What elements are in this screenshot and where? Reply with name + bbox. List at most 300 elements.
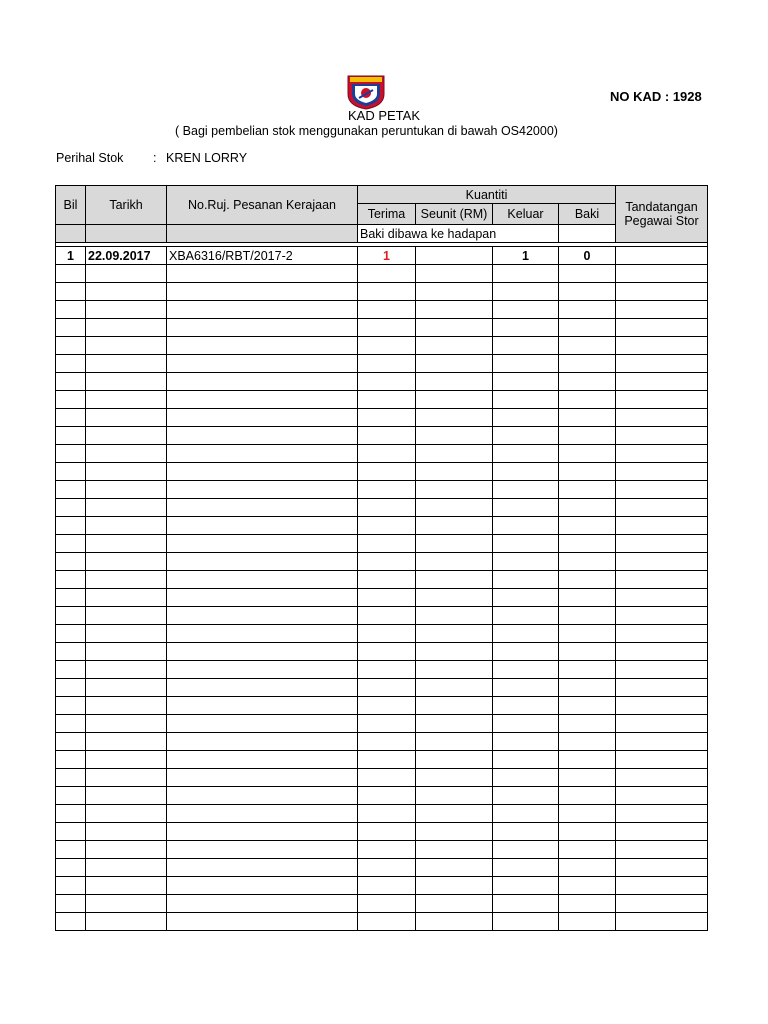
empty-cell	[493, 589, 559, 607]
empty-cell	[616, 841, 708, 859]
empty-cell	[416, 283, 493, 301]
empty-cell	[493, 841, 559, 859]
empty-cell	[616, 823, 708, 841]
empty-cell	[86, 517, 167, 535]
empty-cell	[416, 481, 493, 499]
empty-cell	[493, 427, 559, 445]
empty-cell	[167, 751, 358, 769]
empty-cell	[86, 661, 167, 679]
empty-cell	[358, 625, 416, 643]
empty-cell	[416, 463, 493, 481]
empty-cell	[493, 661, 559, 679]
empty-cell	[416, 751, 493, 769]
empty-cell	[493, 373, 559, 391]
empty-cell	[358, 301, 416, 319]
empty-table-row	[56, 715, 708, 733]
empty-cell	[416, 355, 493, 373]
empty-cell	[86, 733, 167, 751]
empty-cell	[86, 625, 167, 643]
empty-cell	[616, 409, 708, 427]
empty-cell	[358, 265, 416, 283]
empty-cell	[358, 643, 416, 661]
empty-table-row	[56, 319, 708, 337]
empty-table-row	[56, 517, 708, 535]
empty-cell	[493, 769, 559, 787]
empty-cell	[616, 625, 708, 643]
empty-cell	[167, 571, 358, 589]
empty-cell	[86, 427, 167, 445]
empty-cell	[167, 733, 358, 751]
empty-cell	[616, 769, 708, 787]
empty-cell	[559, 265, 616, 283]
empty-cell	[167, 823, 358, 841]
empty-cell	[86, 445, 167, 463]
empty-cell	[416, 877, 493, 895]
empty-cell	[616, 895, 708, 913]
empty-cell	[56, 805, 86, 823]
empty-cell	[616, 481, 708, 499]
empty-cell	[493, 697, 559, 715]
empty-cell	[358, 283, 416, 301]
empty-cell	[559, 337, 616, 355]
empty-table-row	[56, 877, 708, 895]
empty-cell	[86, 553, 167, 571]
col-header-terima: Terima	[358, 204, 416, 225]
empty-cell	[616, 643, 708, 661]
empty-cell	[416, 319, 493, 337]
empty-cell	[56, 625, 86, 643]
empty-cell	[167, 283, 358, 301]
empty-cell	[559, 643, 616, 661]
empty-cell	[559, 427, 616, 445]
empty-cell	[167, 409, 358, 427]
empty-cell	[86, 751, 167, 769]
empty-cell	[86, 373, 167, 391]
empty-cell	[358, 661, 416, 679]
empty-cell	[86, 805, 167, 823]
col-header-keluar: Keluar	[493, 204, 559, 225]
empty-cell	[616, 661, 708, 679]
col-header-kuantiti: Kuantiti	[358, 186, 616, 204]
empty-cell	[616, 715, 708, 733]
empty-cell	[167, 805, 358, 823]
empty-cell	[616, 499, 708, 517]
empty-cell	[493, 319, 559, 337]
empty-cell	[56, 337, 86, 355]
empty-cell	[416, 265, 493, 283]
empty-table-row	[56, 499, 708, 517]
empty-cell	[167, 787, 358, 805]
empty-cell	[559, 877, 616, 895]
empty-cell	[86, 535, 167, 553]
col-header-tarikh: Tarikh	[86, 186, 167, 225]
empty-cell	[56, 679, 86, 697]
crest-logo-icon	[346, 72, 386, 110]
empty-cell	[167, 355, 358, 373]
empty-cell	[493, 913, 559, 931]
empty-cell	[358, 391, 416, 409]
empty-table-row	[56, 373, 708, 391]
empty-table-row	[56, 751, 708, 769]
empty-cell	[56, 787, 86, 805]
empty-cell	[358, 463, 416, 481]
empty-cell	[559, 499, 616, 517]
col-header-noruj: No.Ruj. Pesanan Kerajaan	[167, 186, 358, 225]
empty-cell	[416, 823, 493, 841]
empty-cell	[56, 661, 86, 679]
empty-cell	[416, 697, 493, 715]
page-subtitle: ( Bagi pembelian stok menggunakan peruntukan di bawah OS42000)	[175, 124, 558, 138]
empty-table-row	[56, 535, 708, 553]
empty-cell	[616, 805, 708, 823]
carry-forward-label: Baki dibawa ke hadapan	[358, 225, 559, 243]
empty-cell	[416, 625, 493, 643]
empty-cell	[416, 769, 493, 787]
empty-cell	[358, 337, 416, 355]
empty-cell	[616, 607, 708, 625]
empty-cell	[559, 715, 616, 733]
empty-table-row	[56, 823, 708, 841]
empty-cell	[167, 841, 358, 859]
empty-table-row	[56, 841, 708, 859]
empty-cell	[559, 445, 616, 463]
empty-table-row	[56, 607, 708, 625]
empty-cell	[416, 607, 493, 625]
carry-blank-noruj	[167, 225, 358, 243]
empty-cell	[167, 373, 358, 391]
empty-cell	[493, 283, 559, 301]
empty-cell	[616, 733, 708, 751]
empty-cell	[86, 877, 167, 895]
empty-cell	[86, 319, 167, 337]
cell-keluar: 1	[493, 247, 559, 265]
col-header-baki: Baki	[559, 204, 616, 225]
empty-cell	[616, 265, 708, 283]
empty-cell	[493, 805, 559, 823]
empty-cell	[416, 517, 493, 535]
empty-table-row	[56, 427, 708, 445]
empty-table-row	[56, 301, 708, 319]
empty-cell	[559, 751, 616, 769]
page-title: KAD PETAK	[347, 108, 420, 123]
empty-cell	[559, 463, 616, 481]
empty-cell	[358, 877, 416, 895]
empty-cell	[167, 517, 358, 535]
empty-table-row	[56, 859, 708, 877]
empty-cell	[167, 661, 358, 679]
empty-cell	[559, 913, 616, 931]
empty-cell	[493, 625, 559, 643]
empty-cell	[167, 463, 358, 481]
empty-cell	[416, 859, 493, 877]
empty-cell	[167, 769, 358, 787]
empty-cell	[616, 517, 708, 535]
empty-cell	[559, 517, 616, 535]
empty-cell	[167, 715, 358, 733]
empty-cell	[358, 769, 416, 787]
cell-terima: 1	[358, 247, 416, 265]
empty-cell	[167, 301, 358, 319]
card-number: NO KAD : 1928	[610, 89, 702, 104]
empty-cell	[56, 319, 86, 337]
empty-cell	[493, 895, 559, 913]
empty-cell	[416, 715, 493, 733]
empty-cell	[416, 337, 493, 355]
col-header-bil: Bil	[56, 186, 86, 225]
empty-table-row	[56, 733, 708, 751]
empty-cell	[56, 841, 86, 859]
empty-table-row	[56, 625, 708, 643]
empty-cell	[616, 319, 708, 337]
empty-cell	[416, 499, 493, 517]
empty-cell	[358, 805, 416, 823]
empty-cell	[616, 913, 708, 931]
cell-bil: 1	[56, 247, 86, 265]
empty-cell	[493, 301, 559, 319]
empty-cell	[167, 913, 358, 931]
empty-cell	[559, 859, 616, 877]
empty-table-row	[56, 895, 708, 913]
empty-table-row	[56, 643, 708, 661]
empty-cell	[86, 409, 167, 427]
empty-cell	[167, 427, 358, 445]
empty-cell	[559, 733, 616, 751]
empty-cell	[56, 499, 86, 517]
empty-cell	[416, 679, 493, 697]
empty-cell	[559, 787, 616, 805]
empty-cell	[416, 409, 493, 427]
empty-cell	[559, 625, 616, 643]
empty-cell	[56, 895, 86, 913]
empty-cell	[167, 445, 358, 463]
empty-cell	[559, 841, 616, 859]
empty-cell	[167, 481, 358, 499]
empty-cell	[56, 913, 86, 931]
empty-cell	[167, 625, 358, 643]
empty-cell	[86, 265, 167, 283]
empty-cell	[493, 535, 559, 553]
empty-cell	[167, 319, 358, 337]
empty-cell	[416, 787, 493, 805]
empty-cell	[559, 553, 616, 571]
empty-cell	[493, 517, 559, 535]
empty-cell	[358, 373, 416, 391]
empty-cell	[616, 787, 708, 805]
perihal-value: KREN LORRY	[166, 151, 248, 165]
empty-cell	[493, 481, 559, 499]
empty-cell	[493, 751, 559, 769]
empty-cell	[493, 715, 559, 733]
empty-table-row	[56, 589, 708, 607]
empty-cell	[416, 535, 493, 553]
empty-cell	[56, 409, 86, 427]
empty-cell	[56, 733, 86, 751]
empty-cell	[616, 697, 708, 715]
empty-cell	[493, 337, 559, 355]
empty-cell	[86, 463, 167, 481]
empty-cell	[56, 373, 86, 391]
empty-cell	[358, 499, 416, 517]
empty-cell	[86, 787, 167, 805]
empty-cell	[86, 769, 167, 787]
empty-cell	[493, 553, 559, 571]
empty-cell	[56, 481, 86, 499]
empty-cell	[493, 877, 559, 895]
empty-cell	[493, 355, 559, 373]
empty-cell	[493, 265, 559, 283]
empty-cell	[416, 805, 493, 823]
empty-cell	[86, 823, 167, 841]
empty-cell	[616, 589, 708, 607]
empty-table-row	[56, 355, 708, 373]
empty-cell	[56, 301, 86, 319]
empty-cell	[56, 643, 86, 661]
empty-cell	[167, 877, 358, 895]
empty-cell	[56, 823, 86, 841]
empty-cell	[358, 481, 416, 499]
empty-cell	[358, 607, 416, 625]
empty-cell	[358, 355, 416, 373]
empty-cell	[56, 391, 86, 409]
empty-cell	[358, 427, 416, 445]
empty-cell	[616, 445, 708, 463]
empty-cell	[493, 643, 559, 661]
empty-cell	[358, 787, 416, 805]
empty-cell	[416, 373, 493, 391]
empty-cell	[616, 751, 708, 769]
empty-cell	[86, 355, 167, 373]
empty-cell	[56, 589, 86, 607]
empty-cell	[616, 283, 708, 301]
empty-cell	[416, 733, 493, 751]
empty-table-row	[56, 463, 708, 481]
empty-cell	[56, 283, 86, 301]
empty-cell	[616, 553, 708, 571]
empty-cell	[416, 427, 493, 445]
empty-table-row	[56, 787, 708, 805]
empty-cell	[493, 787, 559, 805]
empty-cell	[167, 499, 358, 517]
empty-cell	[358, 589, 416, 607]
empty-cell	[358, 409, 416, 427]
empty-cell	[358, 751, 416, 769]
empty-cell	[358, 445, 416, 463]
empty-table-row	[56, 769, 708, 787]
empty-cell	[56, 751, 86, 769]
empty-cell	[416, 589, 493, 607]
empty-cell	[358, 841, 416, 859]
empty-table-row	[56, 697, 708, 715]
empty-table-row	[56, 283, 708, 301]
empty-table-row	[56, 445, 708, 463]
empty-cell	[56, 265, 86, 283]
empty-cell	[559, 481, 616, 499]
empty-cell	[86, 697, 167, 715]
empty-table-row	[56, 391, 708, 409]
stock-card-table	[55, 185, 708, 931]
empty-table-row	[56, 805, 708, 823]
empty-cell	[86, 337, 167, 355]
empty-cell	[86, 607, 167, 625]
empty-cell	[56, 877, 86, 895]
col-header-tandatangan: Tandatangan Pegawai Stor	[616, 186, 708, 243]
cell-baki: 0	[559, 247, 616, 265]
cell-tandatangan	[616, 247, 708, 265]
empty-cell	[167, 607, 358, 625]
empty-cell	[56, 463, 86, 481]
empty-cell	[493, 679, 559, 697]
empty-cell	[56, 535, 86, 553]
empty-cell	[416, 553, 493, 571]
empty-cell	[167, 643, 358, 661]
empty-cell	[616, 427, 708, 445]
empty-table-row	[56, 481, 708, 499]
empty-cell	[86, 679, 167, 697]
empty-cell	[416, 661, 493, 679]
empty-cell	[86, 895, 167, 913]
empty-cell	[616, 337, 708, 355]
empty-cell	[416, 301, 493, 319]
empty-cell	[358, 715, 416, 733]
empty-cell	[616, 391, 708, 409]
empty-cell	[616, 463, 708, 481]
empty-cell	[416, 895, 493, 913]
empty-cell	[416, 913, 493, 931]
empty-cell	[616, 373, 708, 391]
empty-cell	[56, 607, 86, 625]
empty-cell	[559, 679, 616, 697]
empty-cell	[559, 589, 616, 607]
empty-table-row	[56, 553, 708, 571]
table-row	[56, 247, 708, 265]
empty-cell	[493, 607, 559, 625]
empty-table-row	[56, 409, 708, 427]
empty-cell	[167, 589, 358, 607]
empty-cell	[559, 283, 616, 301]
empty-cell	[167, 697, 358, 715]
empty-cell	[559, 355, 616, 373]
empty-cell	[616, 535, 708, 553]
empty-cell	[86, 841, 167, 859]
empty-cell	[616, 859, 708, 877]
empty-cell	[559, 571, 616, 589]
cell-noruj: XBA6316/RBT/2017-2	[167, 247, 358, 265]
empty-cell	[167, 679, 358, 697]
empty-cell	[56, 427, 86, 445]
empty-cell	[167, 553, 358, 571]
empty-cell	[167, 265, 358, 283]
empty-cell	[358, 697, 416, 715]
empty-cell	[559, 607, 616, 625]
empty-cell	[167, 391, 358, 409]
empty-cell	[358, 859, 416, 877]
empty-cell	[86, 301, 167, 319]
empty-cell	[358, 517, 416, 535]
empty-cell	[167, 337, 358, 355]
empty-table-row	[56, 337, 708, 355]
empty-cell	[559, 535, 616, 553]
empty-cell	[358, 553, 416, 571]
empty-cell	[358, 895, 416, 913]
empty-cell	[559, 391, 616, 409]
empty-cell	[358, 571, 416, 589]
empty-cell	[559, 769, 616, 787]
empty-table-row	[56, 265, 708, 283]
empty-cell	[86, 859, 167, 877]
empty-cell	[56, 571, 86, 589]
empty-cell	[358, 535, 416, 553]
empty-cell	[86, 643, 167, 661]
